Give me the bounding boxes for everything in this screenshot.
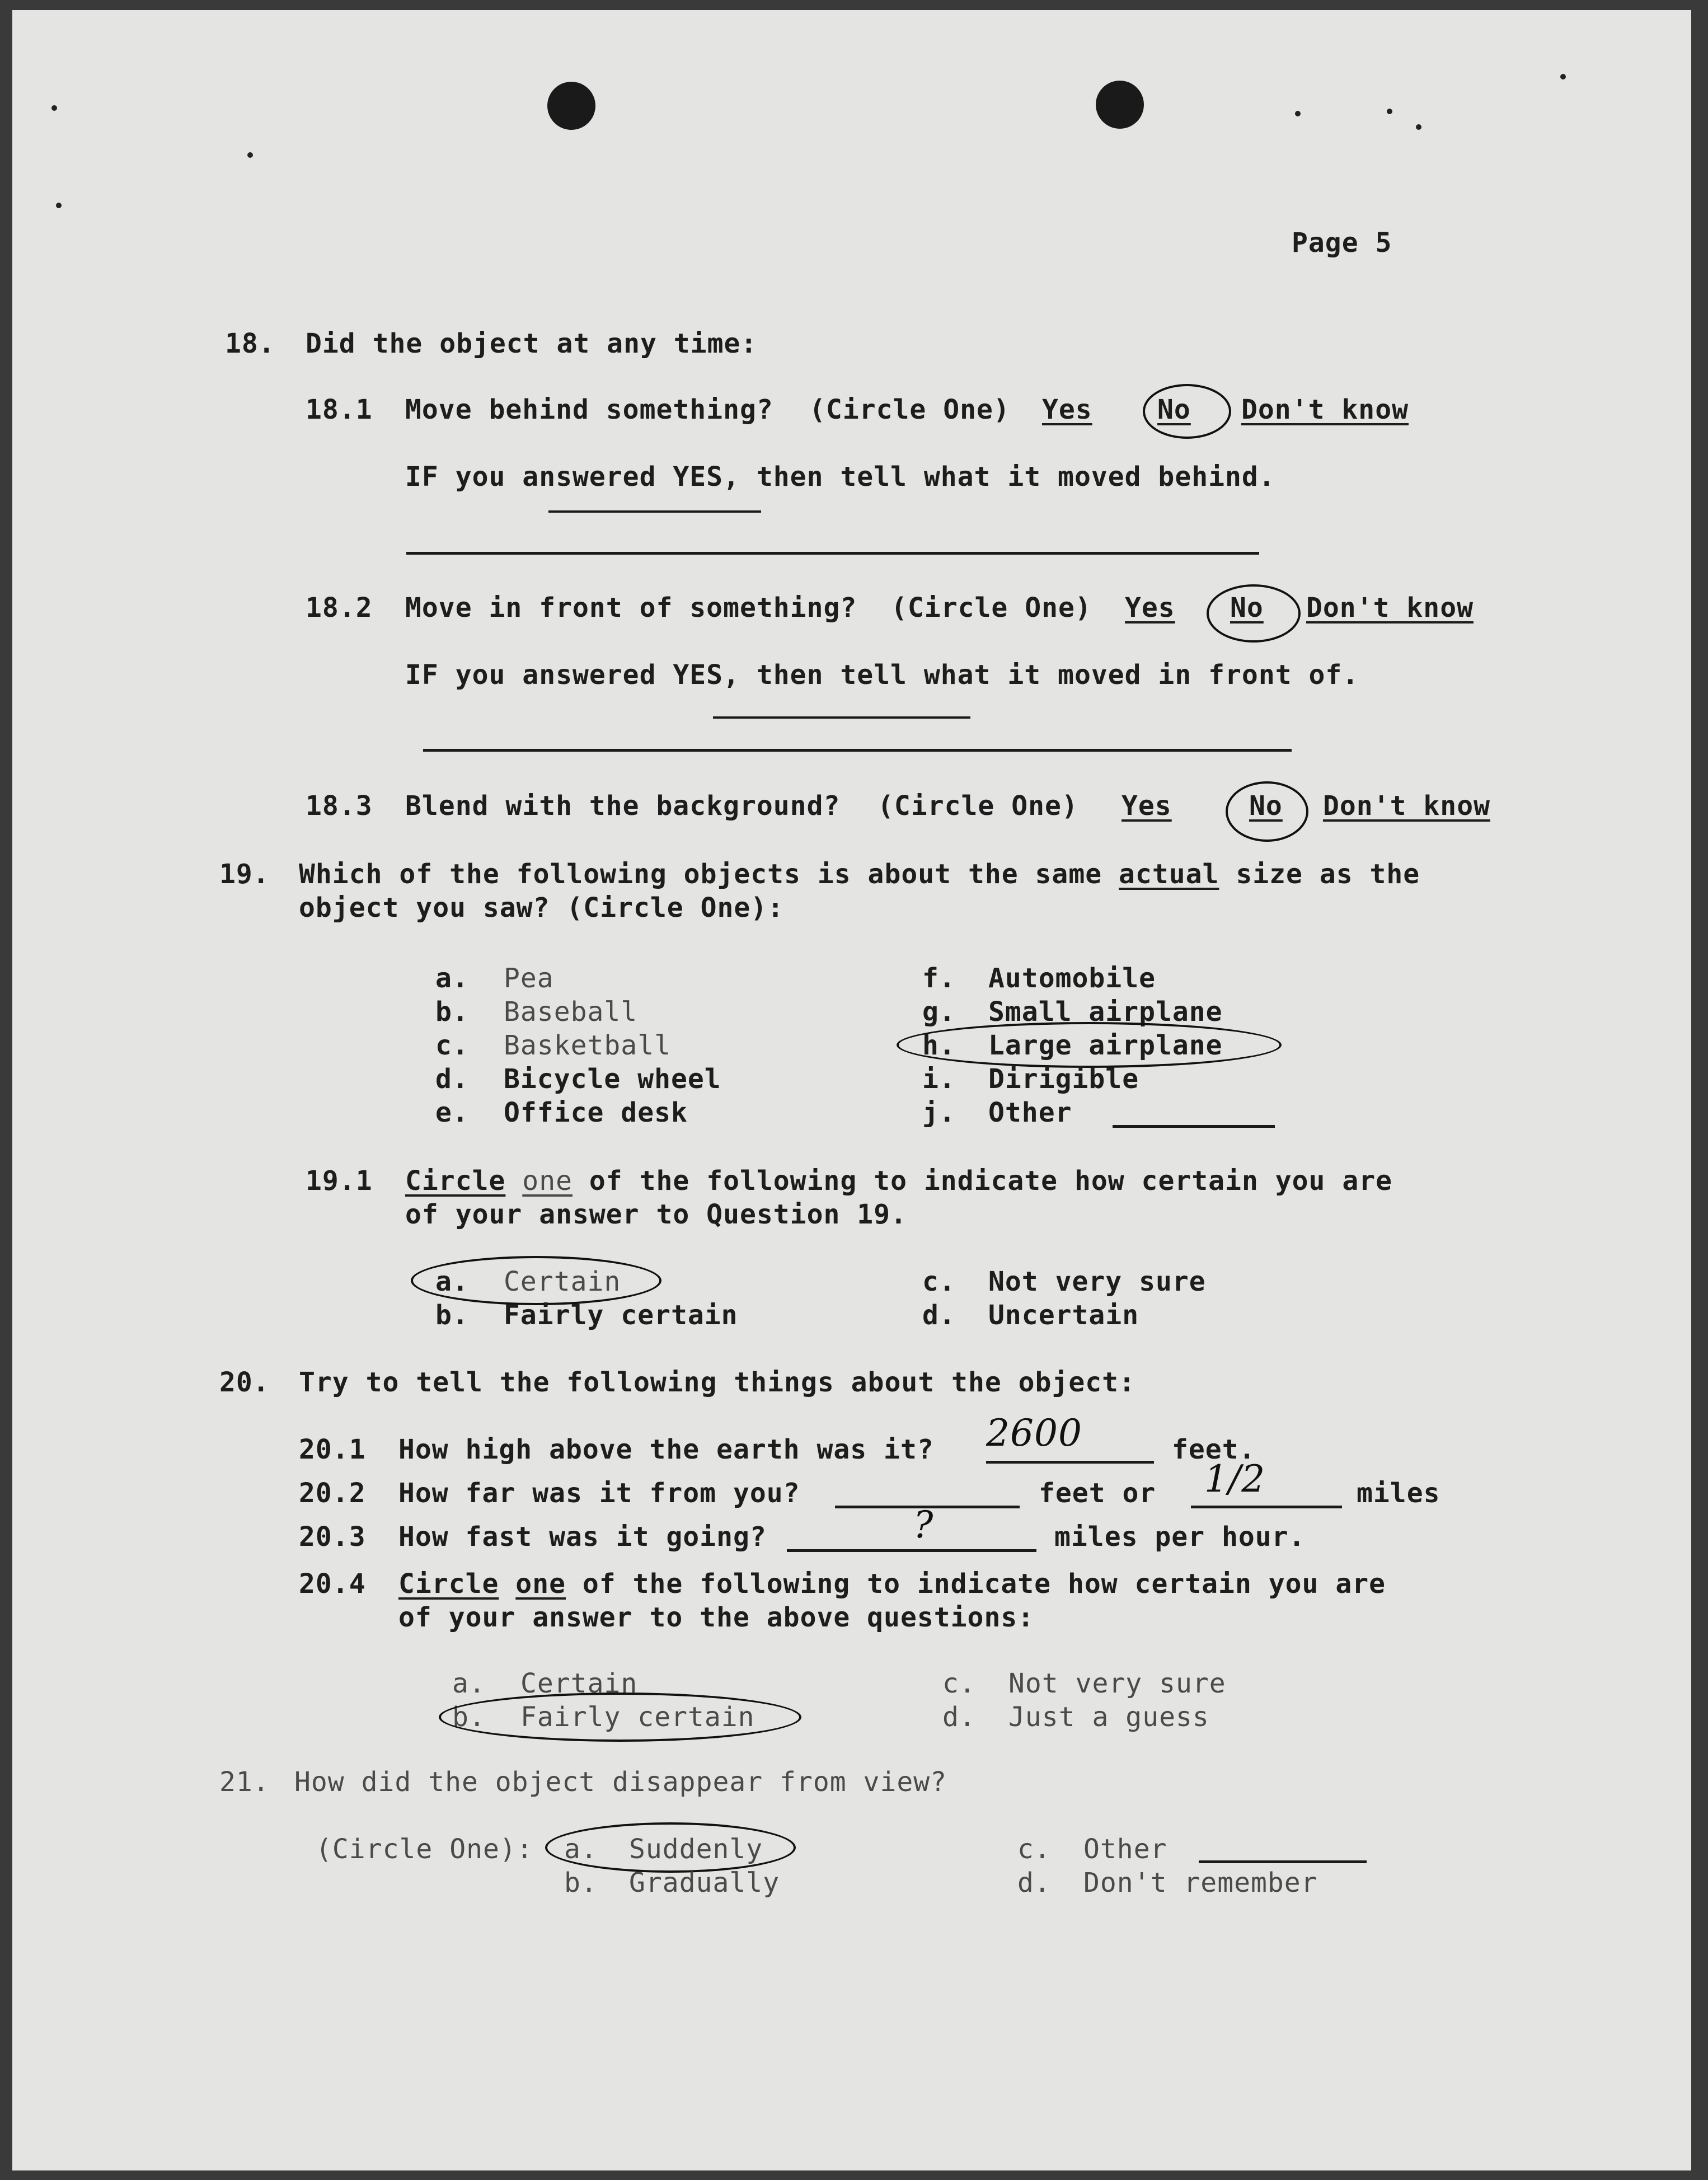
q19-opt-b[interactable]: Baseball [504, 996, 638, 1028]
q19-1-text-line1 [405, 1165, 1392, 1197]
q18-text: Did the object at any time: [306, 328, 758, 359]
q19-opt-g[interactable]: Small airplane [988, 996, 1223, 1028]
q21-other-answer-line [1199, 1860, 1367, 1863]
punch-hole-left [547, 82, 595, 130]
q18-3-circle-instruction: (Circle One) [878, 790, 1078, 822]
q19-opt-a-letter: a. [435, 963, 469, 994]
q20-3-number: 20.3 [299, 1521, 366, 1553]
q19-opt-c-letter: c. [435, 1030, 469, 1061]
q20-4-circle-word: Circle [398, 1568, 499, 1600]
q19-opt-d[interactable]: Bicycle wheel [504, 1063, 721, 1095]
q19-opt-h-letter: h. [922, 1030, 956, 1061]
q20-4-opt-a-letter: a. [452, 1668, 486, 1699]
q19-1-one-word: one [522, 1165, 573, 1197]
q18-2-text: Move in front of something? [405, 592, 857, 623]
q20-3-answer-line [787, 1549, 1036, 1552]
q20-2-text: How far was it from you? [398, 1478, 800, 1509]
q21-opt-a-letter: a. [564, 1834, 598, 1865]
q20-2-miles-line [1191, 1506, 1342, 1508]
questionnaire-page [12, 10, 1691, 2170]
q18-3-text: Blend with the background? [405, 790, 841, 822]
speck [1295, 111, 1301, 116]
q21-opt-d-letter: d. [1017, 1867, 1051, 1898]
q19-opt-i[interactable]: Dirigible [988, 1063, 1139, 1095]
q18-2-number: 18.2 [306, 592, 373, 623]
q21-opt-b-letter: b. [564, 1867, 598, 1898]
speck [247, 152, 253, 158]
q20-3-handwritten-answer[interactable]: ? [913, 1503, 934, 1546]
q20-1-answer-line [986, 1461, 1154, 1464]
q18-1-no[interactable]: No [1157, 394, 1191, 425]
q19-actual-word: actual [1119, 859, 1219, 890]
speck [1560, 74, 1566, 79]
q21-text: How did the object disappear from view? [294, 1766, 947, 1798]
q20-4-text-line1 [398, 1568, 1386, 1600]
q20-1-handwritten-answer[interactable]: 2600 [986, 1412, 1082, 1455]
q19-1-opt-a[interactable]: Certain [504, 1266, 621, 1297]
q18-1-follow-up: IF you answered YES, then tell what it moved behind. [405, 461, 1275, 493]
pen-underline-mark [713, 716, 970, 719]
speck [1416, 124, 1421, 130]
punch-hole-right [1096, 81, 1144, 129]
q18-1-dont-know[interactable]: Don't know [1241, 394, 1409, 425]
q18-2-circle-instruction: (Circle One) [891, 592, 1092, 623]
q19-1-opt-b-letter: b. [435, 1300, 469, 1331]
pen-underline-mark [548, 510, 761, 513]
q18-3-number: 18.3 [306, 790, 373, 822]
q19-number: 19. [219, 859, 270, 890]
q21-number: 21. [219, 1766, 270, 1798]
q19-1-text-rest: of the following to indicate how certain you are [573, 1165, 1393, 1197]
q19-1-opt-a-letter: a. [435, 1266, 469, 1297]
q20-1-text: How high above the earth was it? [398, 1434, 934, 1465]
q20-text: Try to tell the following things about the object: [299, 1367, 1135, 1398]
q21-opt-b[interactable]: Gradually [629, 1867, 780, 1898]
q19-opt-g-letter: g. [922, 996, 956, 1028]
q20-1-number: 20.1 [299, 1434, 366, 1465]
q19-1-opt-c[interactable]: Not very sure [988, 1266, 1206, 1297]
q19-1-opt-a-circle-mark [411, 1256, 661, 1305]
q20-2-unit-feet: feet or [1039, 1478, 1156, 1509]
q20-2-unit-miles: miles [1357, 1478, 1440, 1509]
q20-4-opt-b-letter: b. [452, 1701, 486, 1733]
q21-opt-a[interactable]: Suddenly [629, 1834, 763, 1865]
q19-text-start: Which of the following objects is about the same [299, 859, 1119, 890]
q19-opt-e-letter: e. [435, 1097, 469, 1128]
q20-2-handwritten-answer[interactable]: 1/2 [1204, 1457, 1266, 1501]
q20-4-opt-d-letter: d. [942, 1701, 976, 1733]
q21-opt-c-letter: c. [1017, 1834, 1051, 1865]
q19-text-line2: object you saw? (Circle One): [299, 892, 785, 923]
q18-2-dont-know[interactable]: Don't know [1306, 592, 1474, 623]
q19-opt-b-letter: b. [435, 996, 469, 1028]
q21-opt-d[interactable]: Don't remember [1083, 1867, 1318, 1898]
q19-1-opt-b[interactable]: Fairly certain [504, 1300, 738, 1331]
q19-opt-f-letter: f. [922, 963, 956, 994]
q19-1-circle-word: Circle [405, 1165, 506, 1197]
q19-opt-h-circle-mark [897, 1022, 1282, 1068]
q20-2-number: 20.2 [299, 1478, 366, 1509]
q20-4-one-word: one [515, 1568, 566, 1600]
q18-1-answer-line [406, 552, 1259, 555]
speck [56, 203, 62, 208]
q18-3-dont-know[interactable]: Don't know [1323, 790, 1490, 822]
q21-opt-c[interactable]: Other [1083, 1834, 1167, 1865]
q19-opt-e[interactable]: Office desk [504, 1097, 688, 1128]
q19-1-opt-d-letter: d. [922, 1300, 956, 1331]
q19-1-opt-c-letter: c. [922, 1266, 956, 1297]
q18-3-yes[interactable]: Yes [1122, 790, 1172, 822]
q20-4-number: 20.4 [299, 1568, 366, 1600]
q18-1-text: Move behind something? [405, 394, 773, 425]
q18-3-no[interactable]: No [1249, 790, 1283, 822]
q21-opt-a-circle-mark [545, 1822, 796, 1873]
q19-opt-c[interactable]: Basketball [504, 1030, 671, 1061]
q20-4-opt-d[interactable]: Just a guess [1008, 1701, 1209, 1733]
q20-number: 20. [219, 1367, 270, 1398]
q19-text-line1 [299, 859, 1420, 890]
speck [51, 105, 57, 111]
q19-opt-h[interactable]: Large airplane [988, 1030, 1223, 1061]
q20-4-opt-c-letter: c. [942, 1668, 976, 1699]
q20-3-unit: miles per hour. [1054, 1521, 1306, 1553]
q19-1-opt-d[interactable]: Uncertain [988, 1300, 1139, 1331]
q18-2-no-circle-mark [1207, 584, 1301, 643]
q20-4-text-rest: of the following to indicate how certain you are [566, 1568, 1386, 1600]
q19-other-answer-line [1113, 1125, 1275, 1128]
q18-1-circle-instruction: (Circle One) [809, 394, 1010, 425]
q20-4-opt-c[interactable]: Not very sure [1008, 1668, 1226, 1699]
q18-2-yes[interactable]: Yes [1125, 592, 1175, 623]
q19-opt-a[interactable]: Pea [504, 963, 554, 994]
q20-4-opt-b[interactable]: Fairly certain [520, 1701, 755, 1733]
q18-3-no-circle-mark [1226, 781, 1308, 842]
q18-1-number: 18.1 [306, 394, 373, 425]
q18-2-follow-up: IF you answered YES, then tell what it moved in front of. [405, 659, 1359, 691]
q21-circle-instruction: (Circle One): [316, 1834, 533, 1865]
q18-1-no-circle-mark [1143, 384, 1231, 439]
q19-1-text-line2: of your answer to Question 19. [405, 1199, 907, 1230]
q20-4-opt-a[interactable]: Certain [520, 1668, 638, 1699]
q19-1-number: 19.1 [306, 1165, 373, 1197]
q19-opt-d-letter: d. [435, 1063, 469, 1095]
q19-opt-j-letter: j. [922, 1097, 956, 1128]
q20-1-unit: feet. [1172, 1434, 1256, 1465]
q19-opt-f[interactable]: Automobile [988, 963, 1156, 994]
q18-2-no[interactable]: No [1230, 592, 1264, 623]
q18-1-yes[interactable]: Yes [1042, 394, 1092, 425]
q19-opt-j[interactable]: Other [988, 1097, 1072, 1128]
q18-number: 18. [225, 328, 275, 359]
q18-2-answer-line [423, 749, 1292, 752]
q20-4-text-line2: of your answer to the above questions: [398, 1602, 1035, 1633]
speck [1387, 109, 1392, 114]
q19-opt-i-letter: i. [922, 1063, 956, 1095]
q20-3-text: How fast was it going? [398, 1521, 767, 1553]
q19-text-end: size as the [1219, 859, 1420, 890]
page-number: Page 5 [1292, 227, 1392, 259]
q20-4-opt-b-circle-mark [439, 1693, 801, 1742]
